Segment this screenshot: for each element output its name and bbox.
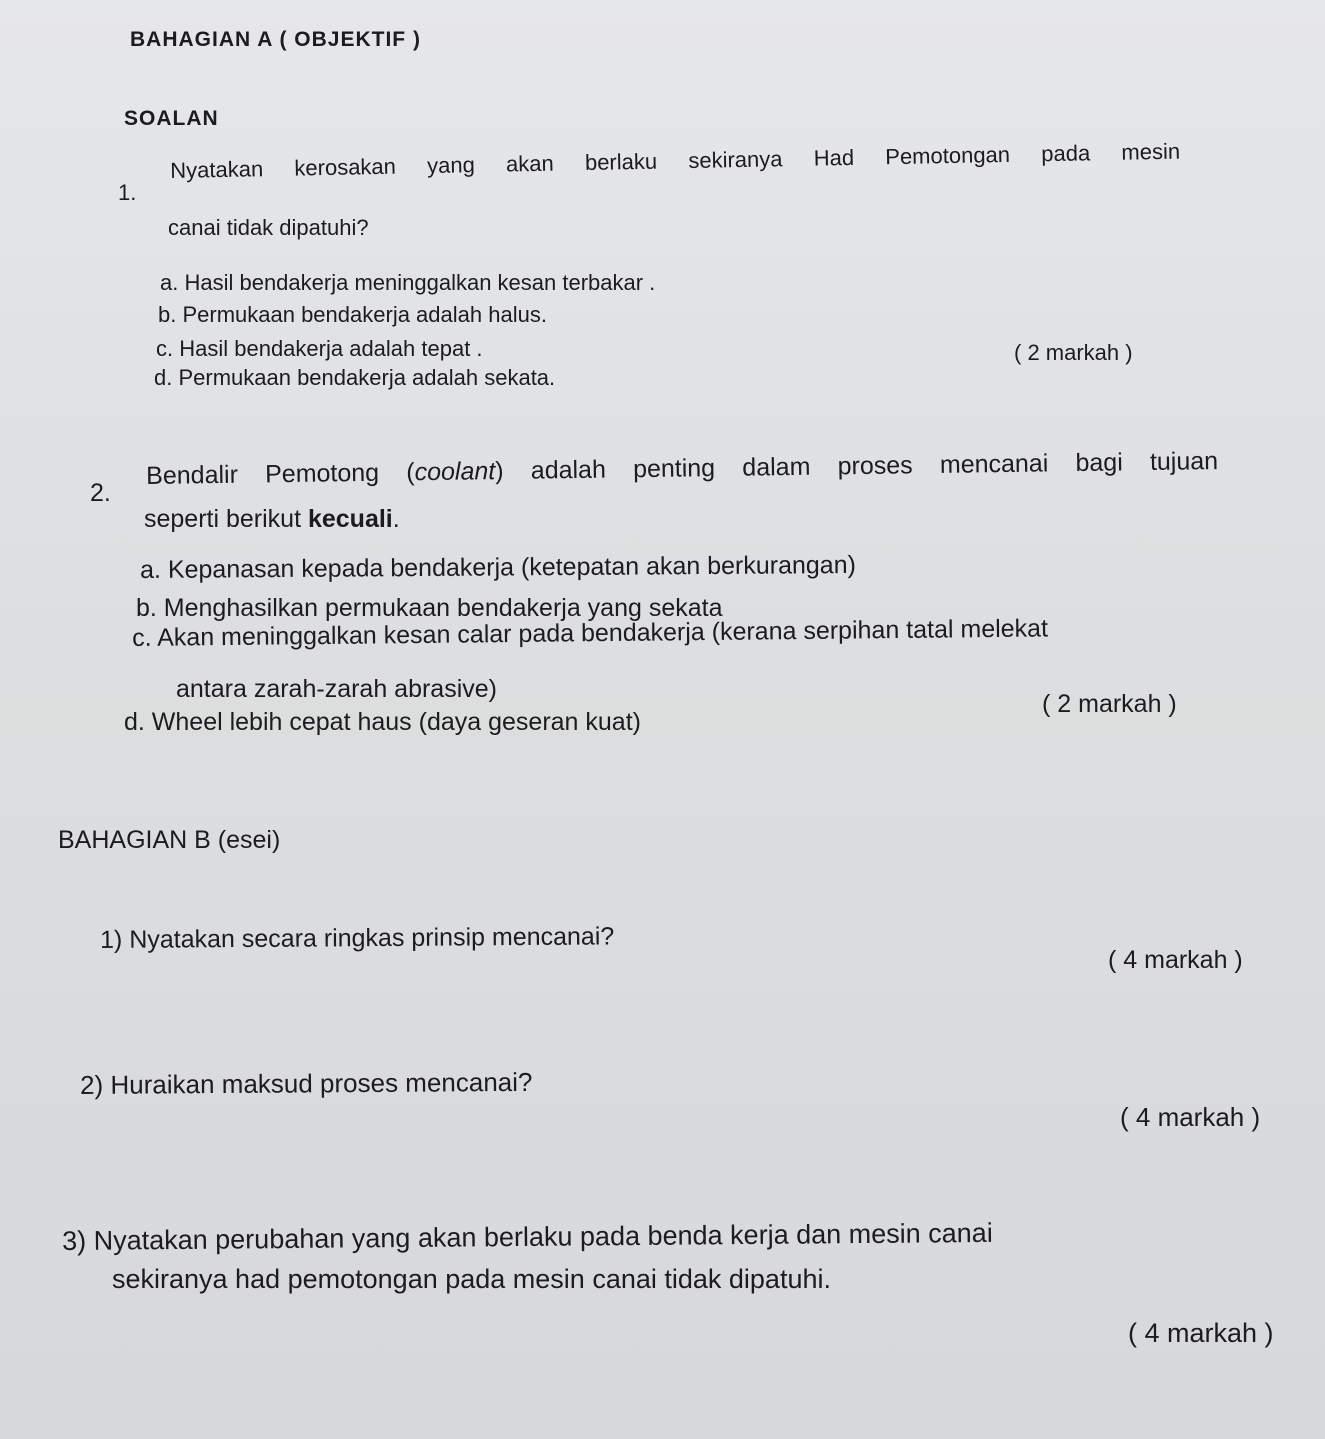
question-text: 2) Huraikan maksud proses mencanai? [80, 1066, 533, 1100]
text-before-coolant: Bendalir Pemotong ( [146, 458, 415, 490]
question-text: 1) Nyatakan secara ringkas prinsip mencanai? [100, 922, 615, 954]
option-c-cont: antara zarah-zarah abrasive) [176, 675, 497, 703]
question-text [146, 447, 1218, 491]
option-d: d. Wheel lebih cepat haus (daya geseran kuat) [124, 708, 641, 736]
marks-label: ( 4 markah ) [1120, 1102, 1261, 1132]
section-a-subtitle: SOALAN [124, 107, 219, 130]
section-b-title: BAHAGIAN B (esei) [58, 826, 281, 854]
question-number: 2. [90, 479, 111, 507]
question-text-cont: canai tidak dipatuhi? [168, 215, 369, 240]
marks-label: ( 4 markah ) [1128, 1318, 1274, 1348]
option-a: a. Kepanasan kepada bendakerja (ketepatan akan berkurangan) [140, 551, 856, 584]
text-suffix: . [392, 505, 400, 533]
question-text: Nyatakan kerosakan yang akan berlaku sekiranya Had Pemotongan pada mesin [170, 138, 1181, 183]
text-prefix: seperti berikut [144, 505, 308, 533]
option-d: d. Permukaan bendakerja adalah sekata. [154, 365, 556, 390]
coolant-term: coolant [414, 457, 496, 487]
emphasis-kecuali: kecuali [307, 505, 393, 533]
section-a-title: BAHAGIAN A ( OBJEKTIF ) [130, 28, 421, 51]
text-after-coolant: ) adalah penting dalam proses mencanai bagi tujuan [495, 447, 1219, 486]
marks-label: ( 4 markah ) [1108, 946, 1243, 974]
option-b: b. Permukaan bendakerja adalah halus. [158, 302, 547, 327]
option-c: c. Akan meninggalkan kesan calar pada bendakerja (kerana serpihan tatal melekat [132, 614, 1049, 652]
question-text-cont [144, 505, 400, 534]
question-text: 3) Nyatakan perubahan yang akan berlaku pada benda kerja dan mesin canai [62, 1217, 993, 1256]
marks-label: ( 2 markah ) [1014, 340, 1133, 365]
question-number: 1. [118, 180, 137, 205]
option-c: c. Hasil bendakerja adalah tepat . [156, 336, 483, 361]
marks-label: ( 2 markah ) [1042, 690, 1177, 718]
option-b: b. Menghasilkan permukaan bendakerja yang sekata [136, 594, 723, 622]
option-a: a. Hasil bendakerja meninggalkan kesan terbakar . [160, 270, 656, 295]
question-text-cont: sekiranya had pemotongan pada mesin canai tidak dipatuhi. [112, 1264, 831, 1294]
